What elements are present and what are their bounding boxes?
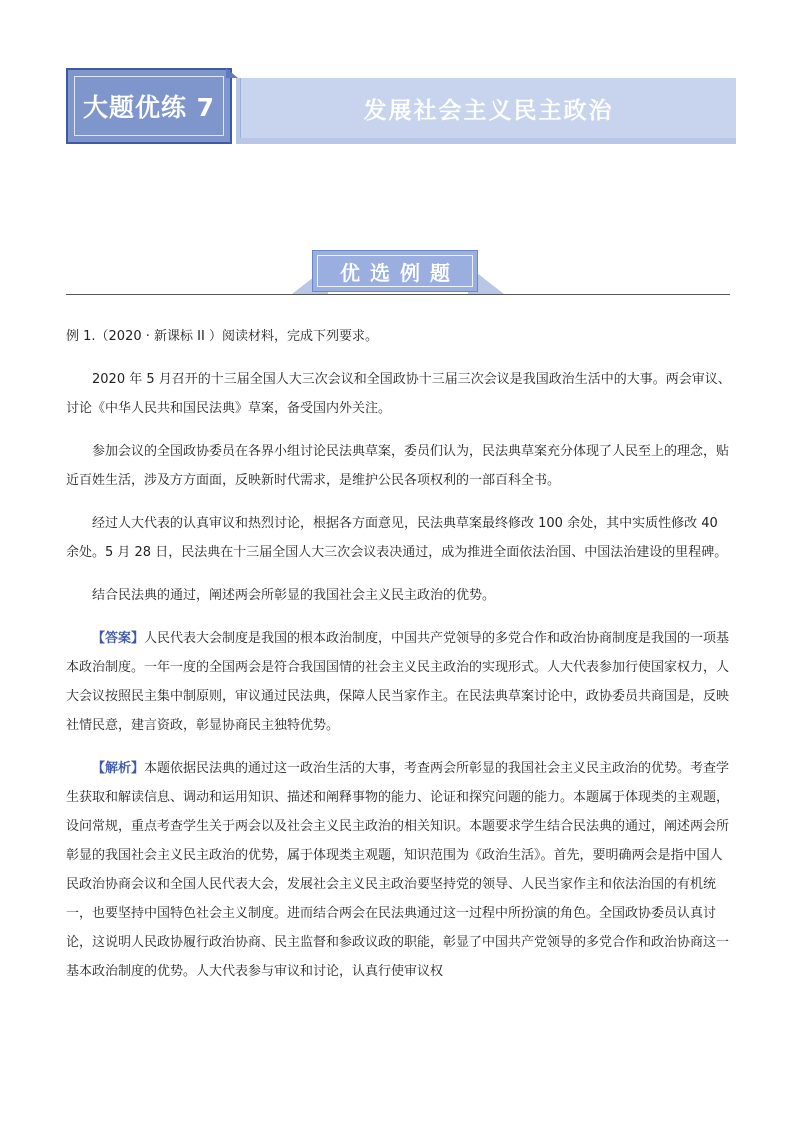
title-box (236, 78, 736, 144)
question-prompt: 结合民法典的通过，阐述两会所彰显的我国社会主义民主政治的优势。 (92, 588, 496, 603)
document-body (66, 322, 732, 986)
page-title: 发展社会主义民主政治 (363, 97, 614, 124)
section-label-box (312, 250, 478, 292)
practice-label: 大题优练 7 (82, 93, 216, 122)
title-frame (240, 78, 736, 138)
answer-text: 人民代表大会制度是我国的根本政治制度，中国共产党领导的多党合作和政治协商制度是我国的一项基本政治制度。一年一度的全国两会是符合我国国情的社会主义民主政治的实现形式。人大代表参加行使国家权力，人大会议按照民主集中制原则，审议通过民法典，保障人民当家作主。在民法典草案讨论中，政协委员共商国是，反映社情民意，建言资政，彰显协商民主独特优势。 (66, 631, 730, 733)
section-label-frame (317, 255, 473, 287)
practice-label-frame (74, 76, 224, 136)
title-banner (66, 68, 736, 144)
section-label: 优选例题 (340, 260, 460, 285)
material-paragraph-1: 2020 年 5 月召开的十三届全国人大三次会议和全国政协十三届三次会议是我国政治生活中的大事。两会审议、讨论《中华人民共和国民法典》草案，备受国内外关注。 (66, 372, 731, 416)
practice-label-box (66, 68, 232, 144)
section-header (0, 242, 794, 298)
answer-tag: 【答案】 (92, 631, 145, 646)
analysis-text: 本题依据民法典的通过这一政治生活的大事，考查两会所彰显的我国社会主义民主政治的优势。考查学生获取和解读信息、调动和运用知识、描述和阐释事物的能力、论证和探究问题的能力。本题属于体现类的主观题，设问常规，重点考查学生关于两会以及社会主义民主政治的相关知识。本题要求学生结合民法典的通过，阐述两会所彰显的我国社会主义民主政治的优势，属于体现类主观题，知识范围为《政治生活》。首先，要明确两会是指中国人民政治协商会议和全国人民代表大会，发展社会主义民主政治要坚持党的领导、人民当家作主和依法治国的有机统一，也要坚持中国特色社会主义制度。进而结合两会在民法典通过这一过程中所扮演的角色。全国政协委员认真讨论，这说明人民政协履行政治协商、民主监督和参政议政的职能，彰显了中国共产党领导的多党合作和政治协商这一基本政治制度的优势。人大代表参与审议和讨论，认真行使审议权 (66, 761, 730, 979)
material-paragraph-2: 参加会议的全国政协委员在各界小组讨论民法典草案，委员们认为，民法典草案充分体现了人民至上的理念，贴近百姓生活，涉及方方面面，反映新时代需求，是维护公民各项权利的一部百科全书。 (66, 444, 730, 488)
material-paragraph-3: 经过人大代表的认真审议和热烈讨论，根据各方面意见，民法典草案最终修改 100 余处，其中实质性修改 40 余处。5 月 28 日，民法典在十三届全国人大三次会议表决通过，成为推进全面依法治国、中国法治建设的里程碑。 (66, 516, 728, 560)
analysis-tag: 【解析】 (92, 761, 145, 776)
answer-paragraph (66, 624, 732, 740)
banner-corner-decoration (226, 68, 238, 78)
question-header: 例 1.（2020 · 新课标 II ）阅读材料，完成下列要求。 (66, 329, 378, 344)
analysis-paragraph (66, 754, 732, 986)
section-divider (66, 294, 730, 295)
